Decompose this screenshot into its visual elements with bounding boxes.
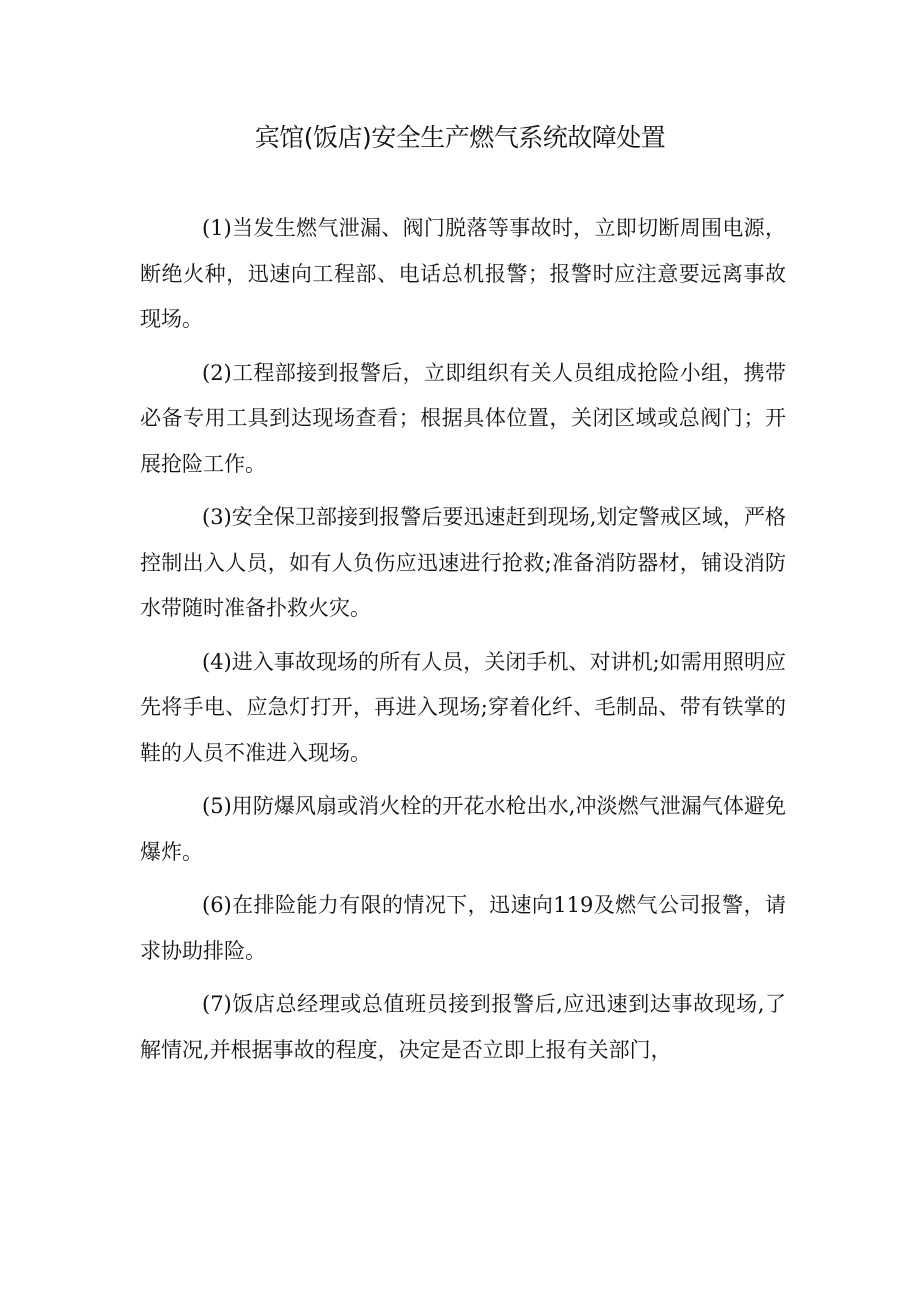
- document-title: 宾馆(饭店)安全生产燃气系统故障处置: [254, 123, 666, 152]
- paragraph-7: (7)饭店总经理或总值班员接到报警后,应迅速到达事故现场,了解情况,并根据事故的程度，决定是否立即上报有关部门，: [140, 992, 786, 1062]
- paragraph-2: (2)工程部接到报警后，立即组织有关人员组成抢险小组，携带必备专用工具到达现场查看；根据具体位置，关闭区域或总阀门；开展抢险工作。: [140, 360, 786, 476]
- paragraph-4: (4)进入事故现场的所有人员，关闭手机、对讲机;如需用照明应先将手电、应急灯打开，再进入现场;穿着化纤、毛制品、带有铁掌的鞋的人员不准进入现场。: [140, 649, 786, 765]
- paragraph-5: (5)用防爆风扇或消火栓的开花水枪出水,冲淡燃气泄漏气体避免爆炸。: [140, 794, 786, 864]
- paragraph-1: (1)当发生燃气泄漏、阀门脱落等事故时，立即切断周围电源，断绝火种，迅速向工程部、电话总机报警；报警时应注意要远离事故现场。: [140, 216, 786, 331]
- paragraph-6: (6)在排险能力有限的情况下，迅速向119及燃气公司报警，请求协助排险。: [140, 893, 786, 963]
- document-body: [140, 206, 786, 1081]
- paragraph-3: (3)安全保卫部接到报警后要迅速赶到现场,划定警戒区域，严格控制出入人员，如有人负伤应迅速进行抢救;准备消防器材，铺设消防水带随时准备扑救火灾。: [140, 505, 786, 620]
